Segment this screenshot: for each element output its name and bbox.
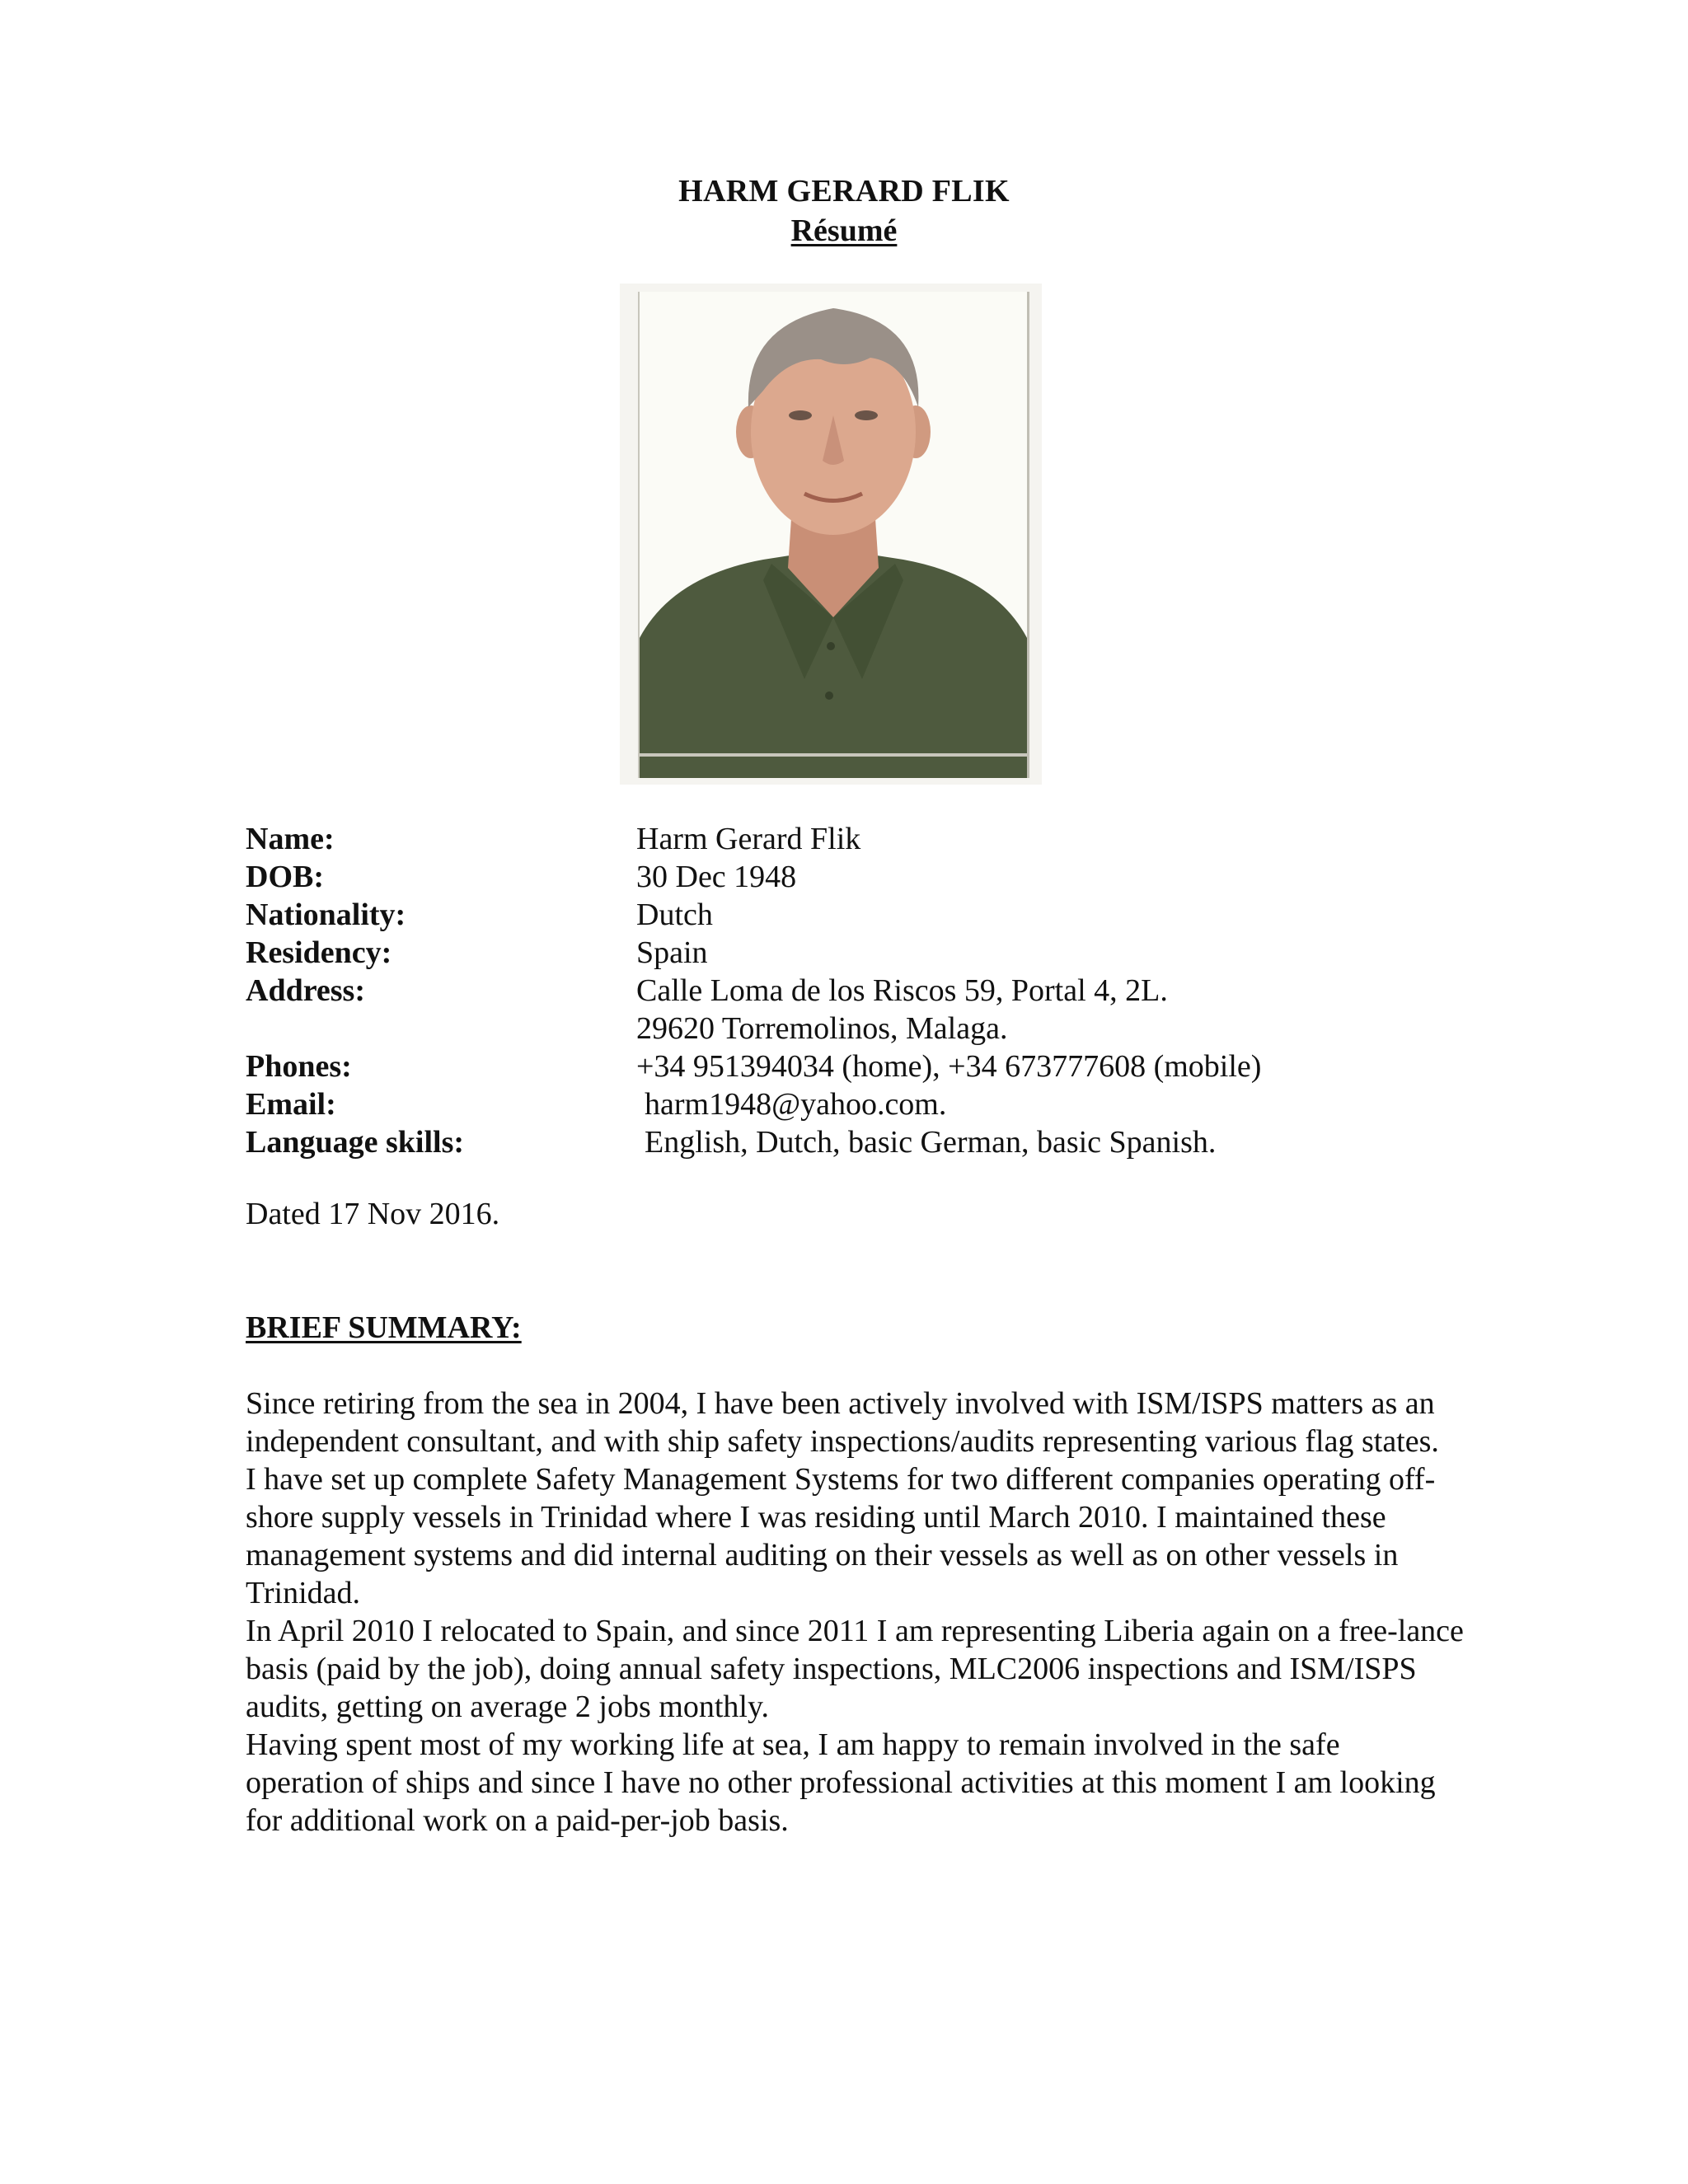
info-value: English, Dutch, basic German, basic Spanish. [645, 1125, 1217, 1160]
email-value: harm1948@yahoo.com. [645, 1087, 947, 1122]
summary-heading: BRIEF SUMMARY: [246, 1310, 522, 1345]
portrait-photo-icon [640, 292, 1027, 778]
info-label: Language skills: [246, 1125, 465, 1160]
summary-paragraph: Having spent most of my working life at sea, I am happy to remain involved in the safe operation of ships and since I have no other professional activities at this moment I am looking for additional work on a paid-per-job basis. [246, 1727, 1436, 1838]
summary-paragraph: In April 2010 I relocated to Spain, and since 2011 I am representing Liberia again on a free-lance basis (paid by the job), doing annual safety inspections, MLC2006 inspections and ISM/ISPS audits, getting on average 2 jobs monthly. [246, 1614, 1464, 1724]
info-row-phones [246, 1047, 1482, 1085]
portrait-photo-frame [620, 284, 1042, 785]
summary-paragraph: I have set up complete Safety Management Systems for two different companies operating off-shore supply vessels in Trinidad where I was residing until March 2010. I maintained these management systems and did internal auditing on their vessels as well as on other vessels in Trinidad. [246, 1462, 1436, 1610]
info-value: 29620 Torremolinos, Malaga. [636, 1011, 1008, 1046]
document-date: Dated 17 Nov 2016. [246, 1197, 500, 1231]
info-value: Harm Gerard Flik [636, 822, 861, 856]
info-row-language-skills [246, 1123, 1482, 1161]
info-label: Nationality: [246, 898, 406, 932]
document-header [0, 171, 1688, 251]
info-row-name [246, 820, 1482, 858]
summary-body [246, 1385, 1465, 1840]
portrait-photo [638, 292, 1029, 778]
document-subtitle: Résumé [790, 213, 898, 248]
info-value: 30 Dec 1948 [636, 860, 797, 894]
info-row-dob [246, 858, 1482, 896]
info-label: DOB: [246, 860, 324, 894]
summary-paragraph: Since retiring from the sea in 2004, I have been actively involved with ISM/ISPS matters as an independent consultant, and with ship safety inspections/audits representing various flag states. [246, 1386, 1439, 1459]
info-label: Phones: [246, 1049, 352, 1084]
info-label: Address: [246, 973, 365, 1008]
info-row-email [246, 1085, 1482, 1123]
info-row-address [246, 972, 1482, 1010]
info-label [246, 1010, 636, 1047]
personal-info-table [246, 820, 1482, 1161]
info-label: Residency: [246, 935, 392, 970]
info-value: +34 951394034 (home), +34 673777608 (mobile) [636, 1049, 1262, 1084]
info-row-address-line-2 [246, 1010, 1482, 1047]
info-row-nationality [246, 896, 1482, 934]
info-label: Name: [246, 822, 335, 856]
info-value: Spain [636, 935, 708, 970]
info-value: Dutch [636, 898, 713, 932]
info-label: Email: [246, 1087, 336, 1122]
document-title: HARM GERARD FLIK [678, 174, 1010, 209]
info-value: Calle Loma de los Riscos 59, Portal 4, 2L. [636, 973, 1168, 1008]
info-row-residency [246, 934, 1482, 972]
